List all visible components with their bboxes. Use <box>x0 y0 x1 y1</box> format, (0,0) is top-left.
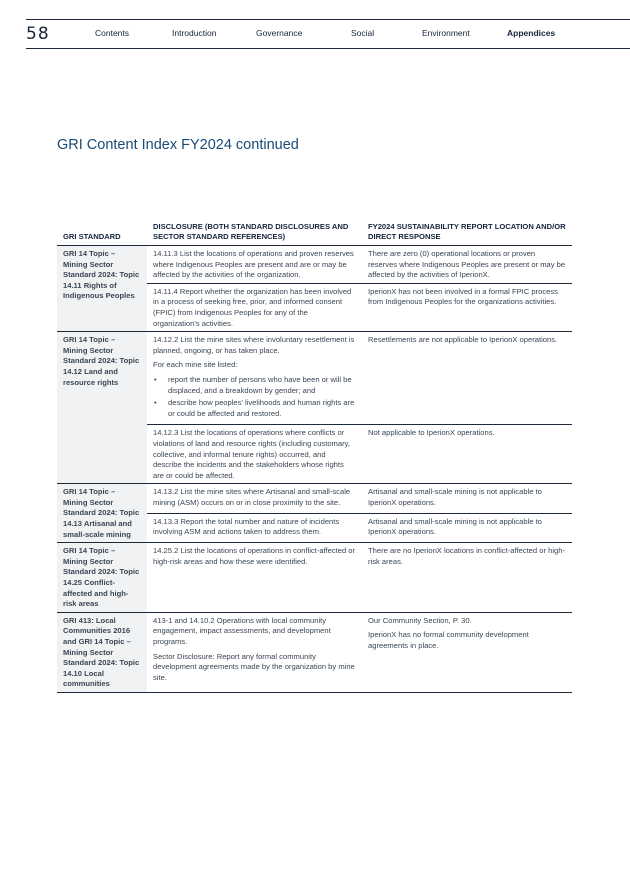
response-cell <box>362 484 572 513</box>
disclosure-text: 14.25.2 List the locations of operations in conflict-affected or high-risk areas and how these were identified. <box>153 546 356 566</box>
disclosure-text: 14.12.2 List the mine sites where involuntary resettlement is planned, ongoing, or has taken place. <box>153 335 355 355</box>
response-cell <box>362 332 572 425</box>
nav-introduction[interactable]: Introduction <box>172 28 217 38</box>
disclosure-text: 14.12.3 List the locations of operations where conflicts or violations of land and resource rights (including customary, collective, and informal tenure rights) occurred, and describe the incidents and the stakeholders whose rights are or could be affected. <box>153 428 350 480</box>
response-cell <box>362 425 572 484</box>
table-row <box>57 543 572 613</box>
nav-contents[interactable]: Contents <box>95 28 130 38</box>
table-row <box>57 612 572 692</box>
header-gri-standard: GRI STANDARD <box>57 222 147 246</box>
table-row <box>57 246 572 284</box>
response-text: Not applicable to IperionX operations. <box>368 428 495 438</box>
response-text: There are no IperionX locations in conflict-affected or high-risk areas. <box>368 546 565 566</box>
gri-standard-cell: GRI 14 Topic – Mining Sector Standard 2024: Topic 14.25 Conflict-affected and high-risk areas <box>57 543 147 613</box>
disclosure-text: 413-1 and 14.10.2 Operations with local community engagement, impact assessments, and development programs. <box>153 615 331 646</box>
disclosure-cell <box>147 283 362 331</box>
response-cell <box>362 246 572 284</box>
table-row <box>57 332 572 425</box>
table-header-row <box>57 222 572 246</box>
nav-social[interactable]: Social <box>351 28 375 38</box>
gri-standard-cell: GRI 14 Topic – Mining Sector Standard 2024: Topic 14.12 Land and resource rights <box>57 332 147 484</box>
disclosure-extra-text: For each mine site listed: <box>153 360 238 370</box>
response-cell <box>362 543 572 613</box>
disclosure-cell <box>147 612 362 692</box>
response-cell <box>362 612 572 692</box>
gri-standard-cell: GRI 14 Topic – Mining Sector Standard 2024: Topic 14.11 Rights of Indigenous Peoples <box>57 246 147 332</box>
response-text: Artisanal and small-scale mining is not applicable to IperionX operations. <box>368 487 542 507</box>
page-header <box>26 19 630 49</box>
disclosure-text: 14.11.4 Report whether the organization has been involved in a process of seeking free, prior, and informed consent (FPIC) from Indigenous Peoples for any of the organization's activities. <box>153 286 352 328</box>
response-text: Artisanal and small-scale mining is not applicable to IperionX operations. <box>368 516 542 537</box>
list-item: • describe how peoples' livelihoods and human rights are or could be affected and restored. <box>168 398 356 419</box>
header-report-location: FY2024 SUSTAINABILITY REPORT LOCATION AND/OR DIRECT RESPONSE <box>362 222 572 246</box>
response-cell <box>362 513 572 542</box>
response-text: Our Community Section, P. 30. <box>368 615 472 625</box>
disclosure-text: 14.13.2 List the mine sites where Artisanal and small-scale mining (ASM) occurs on or in close proximity to the site. <box>153 487 351 507</box>
response-text: Resettlements are not applicable to IperionX operations. <box>368 335 558 345</box>
response-text: IperionX has not been involved in a formal FPIC process from Indigenous Peoples for the organizations activities. <box>368 286 558 307</box>
disclosure-cell <box>147 484 362 513</box>
nav-governance[interactable]: Governance <box>256 28 303 38</box>
nav-appendices[interactable]: Appendices <box>507 28 556 38</box>
disclosure-bullet-list <box>153 375 356 419</box>
disclosure-extra-text: Sector Disclosure: Report any formal community development agreements made by the organization by mine site. <box>153 651 355 682</box>
gri-content-table <box>57 222 572 693</box>
page-number: 58 <box>26 24 50 44</box>
gri-standard-cell: GRI 14 Topic – Mining Sector Standard 2024: Topic 14.13 Artisanal and small-scale mining <box>57 484 147 543</box>
disclosure-cell <box>147 513 362 542</box>
disclosure-cell <box>147 425 362 484</box>
disclosure-text: 14.13.3 Report the total number and nature of incidents involving ASM and actions taken to address them. <box>153 516 340 537</box>
table-row <box>57 484 572 513</box>
disclosure-text: 14.11.3 List the locations of operations and proven reserves where Indigenous Peoples are present and are or may be affected by the activities of the organization. <box>153 249 354 280</box>
disclosure-cell <box>147 246 362 284</box>
disclosure-cell <box>147 543 362 613</box>
disclosure-cell <box>147 332 362 425</box>
header-disclosure: DISCLOSURE (BOTH STANDARD DISCLOSURES AND SECTOR STANDARD REFERENCES) <box>147 222 362 246</box>
gri-standard-cell: GRI 413: Local Communities 2016 and GRI 14 Topic – Mining Sector Standard 2024: Topic 14.10 Local communities <box>57 612 147 692</box>
response-text: There are zero (0) operational locations or proven reserves where Indigenous Peoples are present or may be affected by the activities of IperionX. <box>368 249 566 280</box>
response-extra-text: IperionX has no formal community development agreements in place. <box>368 630 529 650</box>
page-title: GRI Content Index FY2024 continued <box>57 137 299 153</box>
list-item: • report the number of persons who have been or will be displaced, and a breakdown by gender; and <box>168 375 356 396</box>
response-cell <box>362 283 572 331</box>
nav-environment[interactable]: Environment <box>422 28 470 38</box>
